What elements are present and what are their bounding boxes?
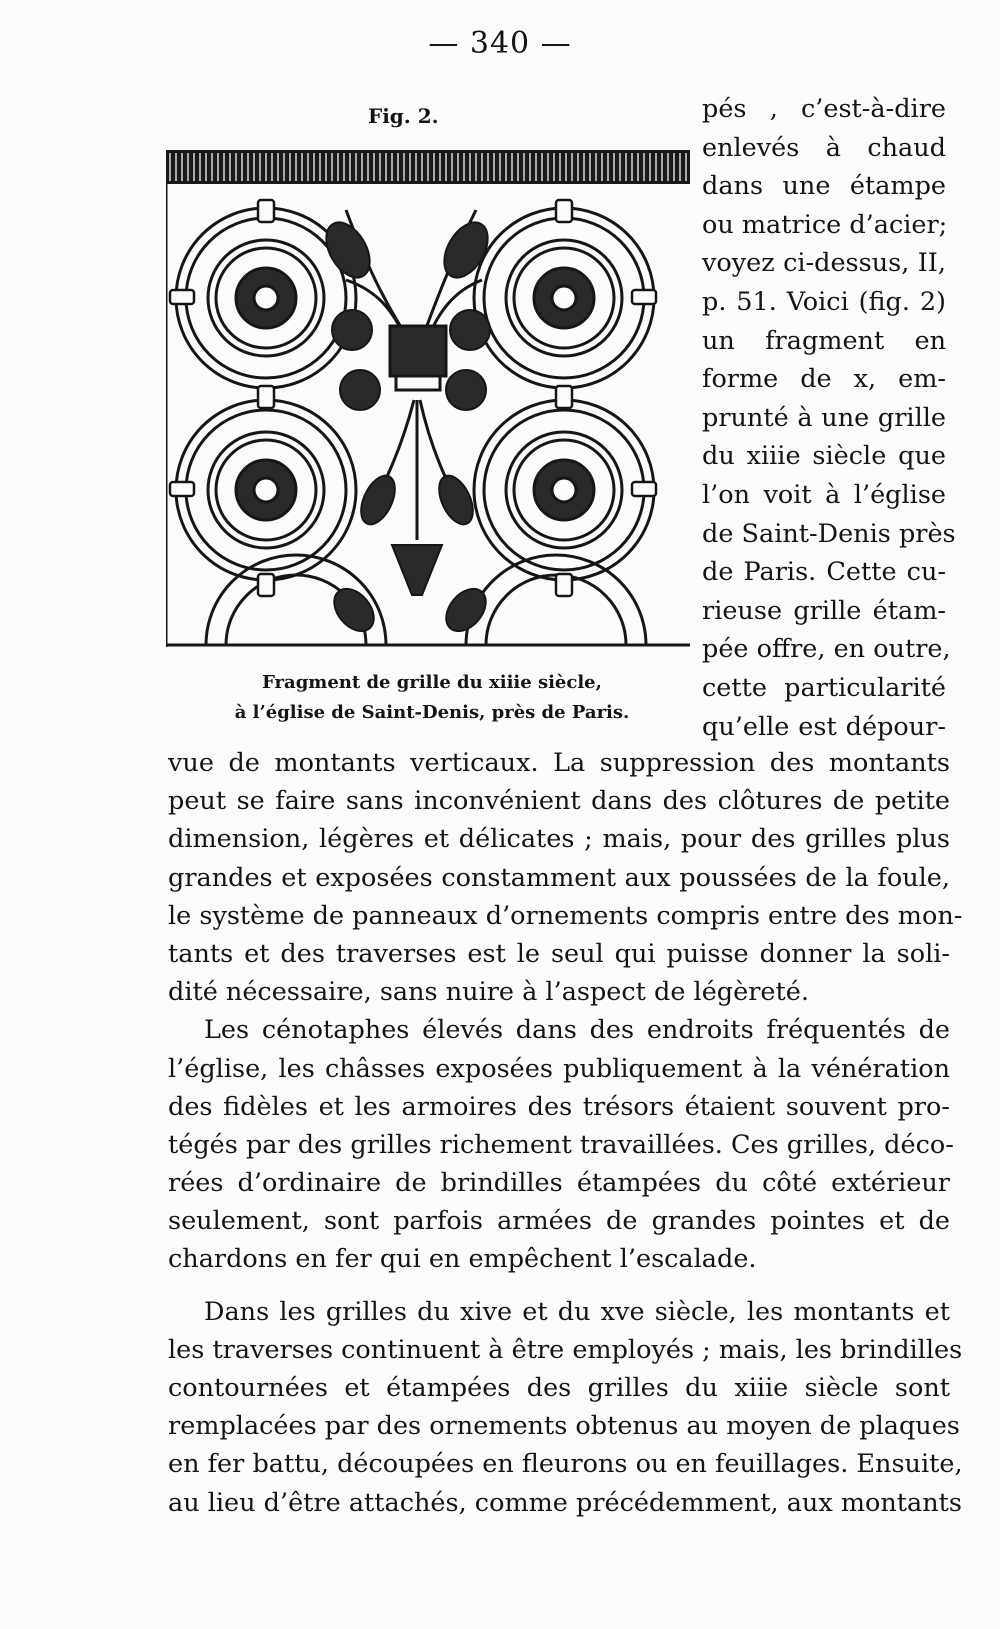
- text-line: seulement, sont parfois armées de grandes pointes et de: [168, 1206, 950, 1237]
- text-line: Dans les grilles du xive et du xve siècle, les montants et: [204, 1296, 950, 1327]
- text-line: grandes et exposées constamment aux poussées de la foule,: [168, 862, 950, 893]
- text-line: dimension, légères et délicates ; mais, pour des grilles plus: [168, 824, 950, 855]
- text-line: chardons en fer qui en empêchent l’escalade.: [168, 1244, 757, 1275]
- figure-caption: [172, 668, 692, 728]
- text-line: du xiiie siècle que: [702, 441, 946, 472]
- text-line: le système de panneaux d’ornements compris entre des mon-: [168, 900, 963, 931]
- side-column-text: [702, 90, 956, 746]
- caption-line: à l’église de Saint-Denis, près de Paris.: [234, 702, 630, 723]
- text-line: l’église, les châsses exposées publiquement à la vénération: [168, 1053, 950, 1084]
- text-line: rées d’ordinaire de brindilles étampées du côté extérieur: [168, 1168, 950, 1199]
- text-line: p. 51. Voici (fig. 2): [702, 286, 946, 317]
- text-line: ou matrice d’acier;: [702, 209, 948, 240]
- paragraph-3: [168, 1293, 963, 1522]
- text-line: prunté à une grille: [702, 402, 946, 433]
- text-line: dans une étampe: [702, 171, 946, 202]
- figure-label: Fig. 2.: [368, 104, 439, 128]
- text-line: tégés par des grilles richement travaillées. Ces grilles, déco-: [168, 1129, 954, 1160]
- text-line: en fer battu, découpées en fleurons ou en feuillages. Ensuite,: [168, 1449, 963, 1480]
- text-line: voyez ci-dessus, II,: [702, 248, 946, 279]
- text-line: les traverses continuent à être employés ; mais, les brindilles: [168, 1334, 963, 1365]
- text-line: pés , c’est-à-dire: [702, 94, 946, 124]
- text-line: Les cénotaphes élevés dans des endroits fréquentés de: [204, 1015, 950, 1046]
- text-line: forme de x, em-: [702, 364, 946, 395]
- scroll-right-top: [474, 208, 654, 388]
- text-line: contournées et étampées des grilles du xiiie siècle sont: [168, 1373, 950, 1403]
- text-line: des fidèles et les armoires des trésors étaient souvent pro-: [168, 1091, 950, 1122]
- text-line: rieuse grille étam-: [702, 595, 946, 626]
- scroll-left-bottom: [176, 400, 356, 580]
- text-line: vue de montants verticaux. La suppression des montants: [168, 748, 950, 778]
- text-line: au lieu d’être attachés, comme précédemment, aux montants: [168, 1487, 962, 1518]
- page-number: — 340 —: [428, 26, 572, 61]
- text-line: dité nécessaire, sans nuire à l’aspect de légèreté.: [168, 977, 809, 1008]
- text-line: pée offre, en outre,: [702, 634, 951, 665]
- text-line: de Saint-Denis près: [702, 518, 956, 549]
- text-line: de Paris. Cette cu-: [702, 557, 946, 588]
- caption-line: Fragment de grille du xiiie siècle,: [262, 672, 602, 693]
- paragraph-1: [168, 744, 963, 1011]
- text-line: remplacées par des ornements obtenus au moyen de plaques: [168, 1411, 960, 1442]
- scroll-right-bottom: [474, 400, 654, 580]
- paragraph-2: [168, 1011, 954, 1278]
- text-line: l’on voit à l’église: [702, 479, 946, 510]
- text-line: qu’elle est dépour-: [702, 711, 946, 742]
- text-line: un fragment en: [702, 325, 946, 356]
- text-line: tants et des traverses est le seul qui puisse donner la soli-: [168, 938, 950, 969]
- body-text: [168, 744, 963, 1522]
- text-line: peut se faire sans inconvénient dans des clôtures de petite: [168, 786, 950, 817]
- rail-hatching: [170, 153, 686, 181]
- text-line: enlevés à chaud: [702, 132, 946, 163]
- grille-illustration: [166, 150, 690, 647]
- text-line: cette particularité: [702, 672, 946, 703]
